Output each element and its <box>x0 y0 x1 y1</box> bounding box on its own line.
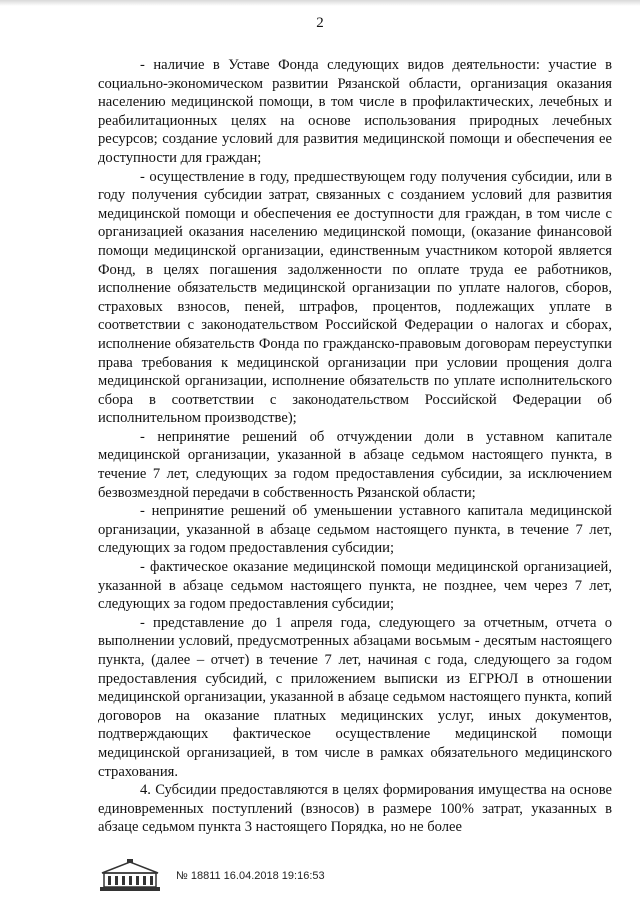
paragraph-no-capital-reduction: - непринятие решений об уменьшении уставного капитала медицинской организации, указанной в абзаце седьмом настоящего пункта, в течение 7 лет, следующих за годом предоставления субсидии; <box>98 503 612 557</box>
registration-stamp: № 18811 16.04.2018 19:16:53 <box>176 870 325 882</box>
paragraph-actual-care: - фактическое оказание медицинской помощи медицинской организацией, указанной в абзаце седьмом настоящего пункта, не позднее, чем через 7 лет, следующих за годом предоставления субсидии; <box>98 559 612 613</box>
paragraph-subsidy-purpose: 4. Субсидии предоставляются в целях формирования имущества на основе единовременных поступлений (взносов) в размере 100% затрат, указанных в абзаце седьмом пункта 3 настоящего Порядка, но не более <box>98 782 612 836</box>
building-seal-icon <box>98 859 162 893</box>
document-body <box>98 56 612 837</box>
page-number: 2 <box>316 15 324 31</box>
paragraph-report: - представление до 1 апреля года, следующего за отчетным, отчета о выполнении условий, предусмотренных абзацами восьмым - десятым настоящего пункта, (далее – отчет) в течение 7 лет, начиная с года, следующего за годом предоставления субсидий, с приложением выписки из ЕГРЮЛ в отношении медицинской организации, указанной в абзаце седьмом настоящего пункта, копий договоров на оказание платных медицинских услуг, иных документов, подтверждающих фактическое осуществление медицинской помощи медицинской организацией, в том числе в рамках обязательного медицинского страхования. <box>98 614 612 780</box>
paragraph-no-alienation: - непринятие решений об отчуждении доли в уставном капитале медицинской организации, указанной в абзаце седьмом настоящего пункта, в течение 7 лет, следующих за годом предоставления субсидии, за исключением безвозмездной передачи в собственность Рязанской области; <box>98 428 612 501</box>
scan-edge <box>0 0 640 6</box>
paragraph-expenses: - осуществление в году, предшествующем году получения субсидии, или в году получения субсидии затрат, связанных с созданием условий для развития медицинской помощи и обеспечения ее доступности для граждан, в том числе с организацией оказания населению медицинской помощи, (оказание финансовой помощи медицинской организации, единственным участником которой является Фонд, в целях погашения задолженности по оплате труда ее работников, исполнение обязательств медицинской организации по уплате налогов, сборов, страховых взносов, пеней, штрафов, процентов, подлежащих уплате в соответствии с законодательством Российской Федерации о налогах и сборах, исполнение обязательств Фонда по гражданско-правовым договорам переуступки права требования к медицинской организации при условии прощения долга медицинской организации, исполнение обязательств по уплате исполнительского сбора в соответствии с законодательством Российской Федерации об исполнительном производстве); <box>98 168 612 427</box>
paragraph-charter-activities: - наличие в Уставе Фонда следующих видов деятельности: участие в социально-экономическом развитии Рязанской области, организация оказания населению медицинской помощи, в том числе в профилактических, лечебных и реабилитационных целях на основе использования природных лечебных ресурсов; создание условий для развития медицинской помощи и обеспечения ее доступности для граждан; <box>98 57 612 166</box>
document-footer <box>98 858 325 894</box>
